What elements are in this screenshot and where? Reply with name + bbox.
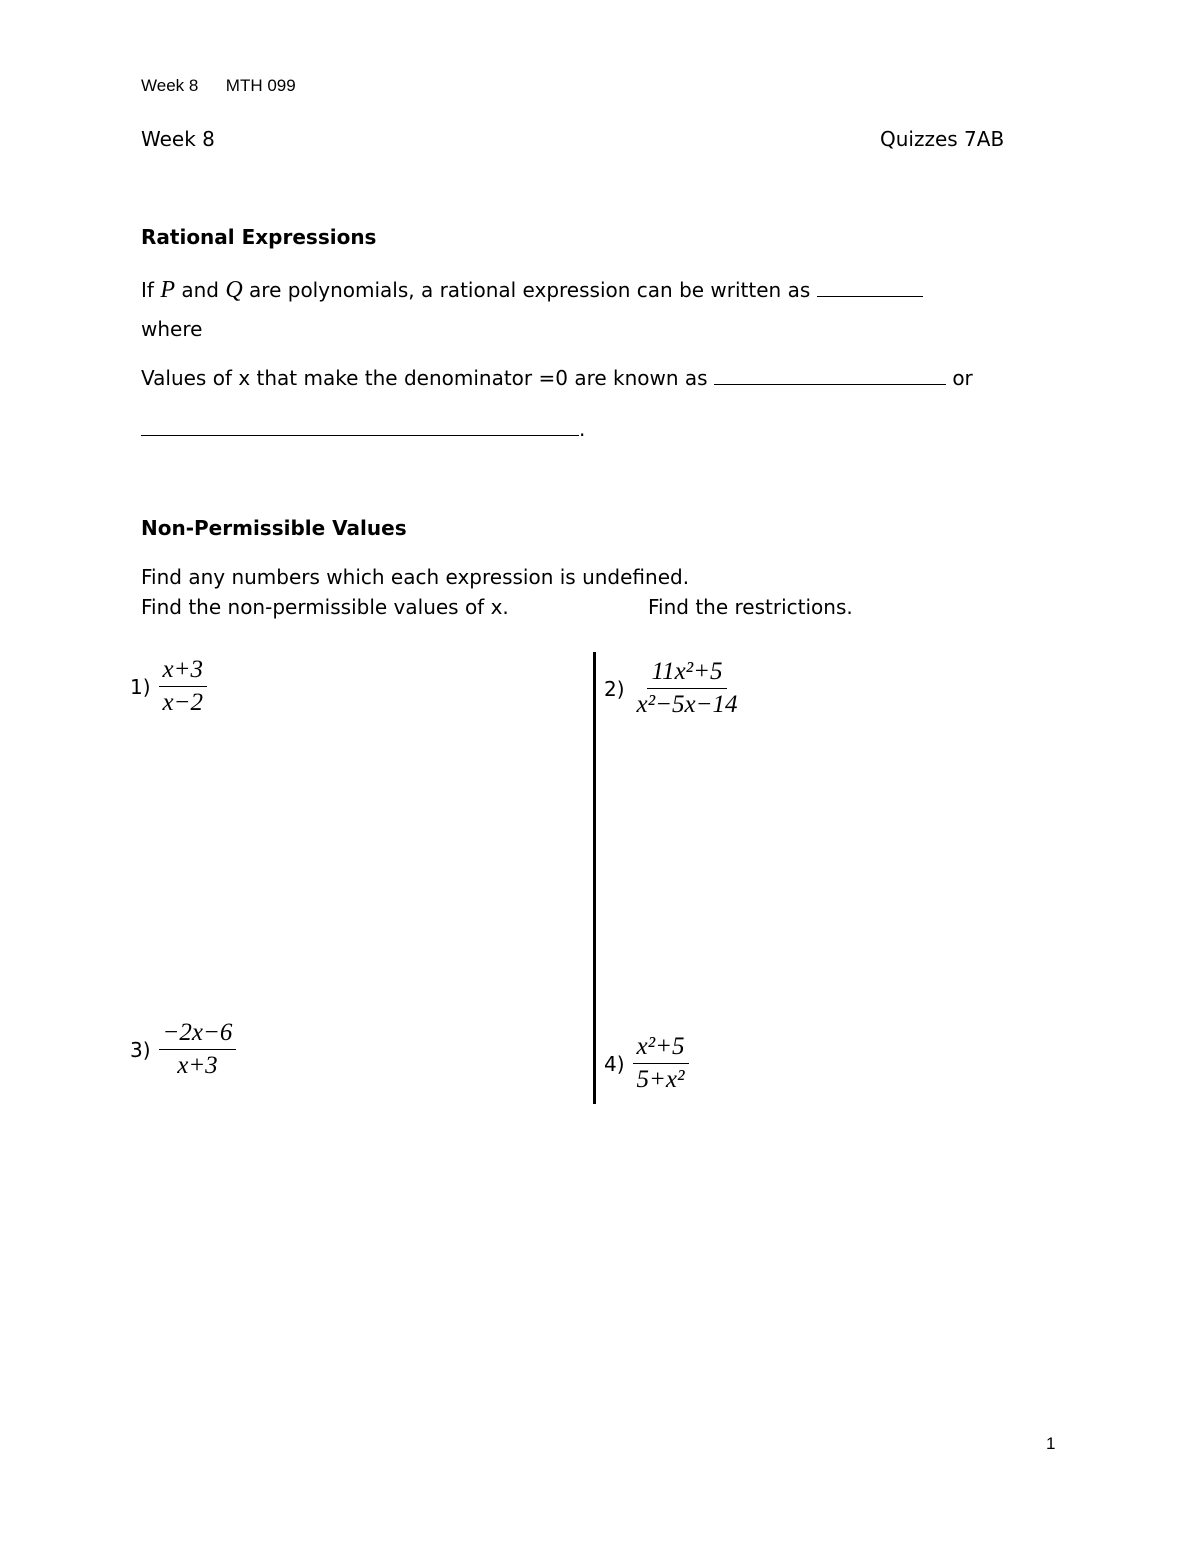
text-values: Values of x that make the denominator =0 are known as bbox=[141, 366, 708, 390]
answer-blank-2[interactable] bbox=[714, 366, 946, 385]
header-course: MTH 099 bbox=[225, 76, 296, 95]
variable-q: Q bbox=[225, 277, 243, 303]
problem-2 bbox=[604, 656, 741, 721]
instruction-undefined: Find any numbers which each expression is undefined. bbox=[141, 565, 690, 589]
problem-label: 2) bbox=[604, 676, 625, 701]
definition-line bbox=[141, 277, 923, 304]
text-where: where bbox=[141, 317, 203, 341]
problem-1 bbox=[130, 654, 207, 719]
fraction bbox=[159, 654, 207, 719]
numerator: x²+5 bbox=[633, 1031, 689, 1064]
instruction-non-permissible: Find the non-permissible values of x. bbox=[141, 595, 509, 619]
denominator: x−2 bbox=[162, 689, 203, 716]
answer-blank-1[interactable] bbox=[817, 278, 923, 297]
column-divider bbox=[593, 652, 596, 1104]
variable-p: P bbox=[160, 277, 175, 303]
problem-3 bbox=[130, 1017, 236, 1082]
denominator: x²−5x−14 bbox=[636, 691, 738, 718]
fraction bbox=[633, 656, 742, 721]
numerator: x+3 bbox=[159, 654, 207, 687]
title-quizzes: Quizzes 7AB bbox=[880, 127, 1005, 151]
instruction-restrictions: Find the restrictions. bbox=[648, 595, 853, 619]
problem-label: 1) bbox=[130, 674, 151, 699]
fraction bbox=[633, 1031, 689, 1096]
denominator: x+3 bbox=[177, 1052, 218, 1079]
problem-label: 3) bbox=[130, 1037, 151, 1062]
numerator: 11x²+5 bbox=[647, 656, 726, 689]
numerator: −2x−6 bbox=[159, 1017, 237, 1050]
running-header bbox=[141, 76, 296, 96]
answer-blank-3[interactable] bbox=[141, 417, 579, 436]
answer-line-3 bbox=[141, 417, 585, 441]
text-period: . bbox=[579, 417, 586, 441]
heading-non-permissible-values: Non-Permissible Values bbox=[141, 516, 407, 540]
text-and: and bbox=[181, 278, 219, 302]
text-if: If bbox=[141, 278, 154, 302]
problem-label: 4) bbox=[604, 1051, 625, 1076]
values-line bbox=[141, 366, 973, 390]
text-or: or bbox=[952, 366, 973, 390]
page-number: 1 bbox=[1046, 1434, 1056, 1453]
title-week: Week 8 bbox=[141, 127, 215, 151]
problem-4 bbox=[604, 1031, 689, 1096]
text-definition: are polynomials, a rational expression can be written as bbox=[249, 278, 811, 302]
denominator: 5+x² bbox=[636, 1066, 685, 1093]
header-week: Week 8 bbox=[141, 76, 199, 95]
heading-rational-expressions: Rational Expressions bbox=[141, 225, 377, 249]
fraction bbox=[159, 1017, 237, 1082]
